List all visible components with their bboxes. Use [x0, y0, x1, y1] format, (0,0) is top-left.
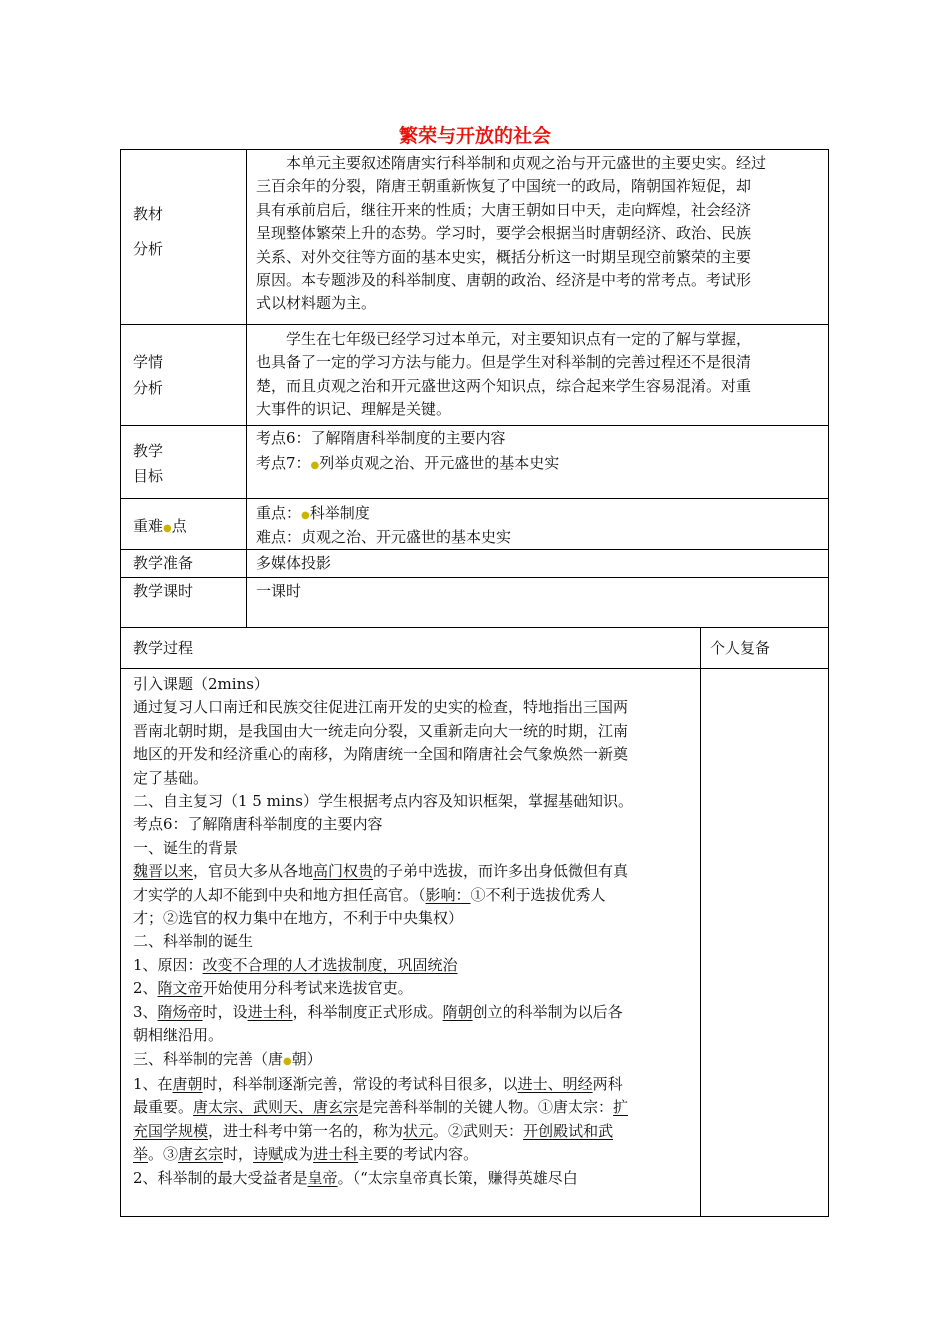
text-line: 一、诞生的背景 [133, 838, 239, 857]
text-line: 式以材料题为主。 [256, 294, 377, 313]
text-line: 引入课题（2mins） [133, 675, 269, 693]
xueqing-text [256, 328, 751, 422]
label-personal-prep: 个人复备 [710, 639, 771, 657]
text-line: 也具备了一定的学习方法与能力。但是学生对科举制的完善过程还不是很清 [256, 353, 752, 372]
text-line: 1、在唐朝时，科举制逐渐完善，常设的考试科目很多，以进士、明经两科 [133, 1074, 623, 1093]
text-line: 晋南北朝时期，是我国由大一统走向分裂，又重新走向大一统的时期，江南 [133, 721, 629, 740]
text-line: 大事件的识记、理解是关键。 [256, 400, 452, 419]
label-xueqing-2: 分析 [133, 379, 164, 397]
key-point-line: 重点：●科举制度 [256, 504, 370, 522]
label-keshi: 教学课时 [133, 582, 194, 600]
text-line: 最重要。唐太宗、武则天、唐玄宗是完善科举制的关键人物。①唐太宗：扩 [133, 1098, 629, 1117]
text-line: 二、科举制的诞生 [133, 932, 254, 951]
text-line: 才实学的人却不能到中央和地方担任高官。（影响：①不利于选拔优秀人 [133, 885, 606, 904]
label-zhunbei: 教学准备 [133, 554, 194, 572]
text-line: 才；②选官的权力集中在地方，不利于中央集权） [133, 909, 464, 928]
label-guocheng: 教学过程 [133, 639, 194, 657]
text-line: 考点6：了解隋唐科举制度的主要内容 [133, 815, 383, 834]
text-line: 定了基础。 [133, 768, 209, 787]
zhunbei-value: 多媒体投影 [256, 554, 332, 572]
page-title: 繁荣与开放的社会 [398, 125, 551, 147]
text-line: 学生在七年级已经学习过本单元，对主要知识点有一定的了解与掌握， [286, 330, 752, 348]
text-line: 二、自主复习（1 5 mins）学生根据考点内容及知识框架，掌握基础知识。 [133, 792, 634, 811]
text-line: 地区的开发和经济重心的南移，为隋唐统一全国和隋唐社会气象焕然一新奠 [133, 745, 629, 764]
label-mubiao-2: 目标 [133, 467, 164, 485]
text-line: 三、科举制的完善（唐●朝） [133, 1049, 322, 1068]
jiaocai-text [256, 152, 766, 316]
text-line: 原因。本专题涉及的科举制度、唐朝的政治、经济是中考的常考点。考试形 [256, 271, 752, 290]
text-line: 具有承前启后，继往开来的性质；大唐王朝如日中天，走向辉煌，社会经济 [256, 200, 752, 219]
difficulty-line: 难点：贞观之治、开元盛世的基本史实 [256, 528, 512, 546]
text-line: 2、科举制的最大受益者是皇帝。（“太宗皇帝真长策，赚得英雄尽白 [133, 1168, 578, 1187]
label-zhongnan: 重难●点 [133, 517, 187, 535]
goal-line-1: 考点6：了解隋唐科举制度的主要内容 [256, 429, 506, 447]
label-jiaocai-2: 分析 [133, 240, 164, 258]
text-line: 1、原因：改变不合理的人才选拔制度，巩固统治 [133, 955, 458, 974]
text-line: 3、隋炀帝时，设进士科，科举制度正式形成。隋朝创立的科举制为以后各 [133, 1002, 623, 1021]
text-line: 充国学规模，进士科考中第一名的，称为状元。②武则天：开创殿试和武 [133, 1121, 614, 1140]
text-line: 2、隋文帝开始使用分科考试来选拔官吏。 [133, 979, 413, 998]
label-xueqing-1: 学情 [133, 353, 164, 371]
text-line: 楚，而且贞观之治和开元盛世这两个知识点，综合起来学生容易混淆。对重 [256, 376, 752, 395]
text-line: 本单元主要叙述隋唐实行科举制和贞观之治与开元盛世的主要史实。经过 [286, 154, 767, 172]
keshi-value: 一课时 [256, 582, 302, 600]
text-line: 通过复习人口南迁和民族交往促进江南开发的史实的检查，特地指出三国两 [133, 698, 629, 717]
text-line: 三百余年的分裂，隋唐王朝重新恢复了中国统一的政局，隋朝国祚短促，却 [256, 177, 752, 196]
label-jiaocai-1: 教材 [133, 205, 164, 223]
text-line: 呈现整体繁荣上升的态势。学习时，要学会根据当时唐朝经济、政治、民族 [256, 224, 752, 243]
text-line: 关系、对外交往等方面的基本史实，概括分析这一时期呈现空前繁荣的主要 [256, 247, 752, 266]
text-line: 朝相继沿用。 [133, 1026, 224, 1045]
label-mubiao-1: 教学 [133, 442, 164, 460]
process-text [133, 673, 633, 1190]
goal-line-2: 考点7：●列举贞观之治、开元盛世的基本史实 [256, 454, 560, 472]
text-line: 魏晋以来，官员大多从各地高门权贵的子弟中选拔，而许多出身低微但有真 [133, 862, 629, 881]
text-line: 举。③唐玄宗时，诗赋成为进士科主要的考试内容。 [133, 1145, 479, 1164]
